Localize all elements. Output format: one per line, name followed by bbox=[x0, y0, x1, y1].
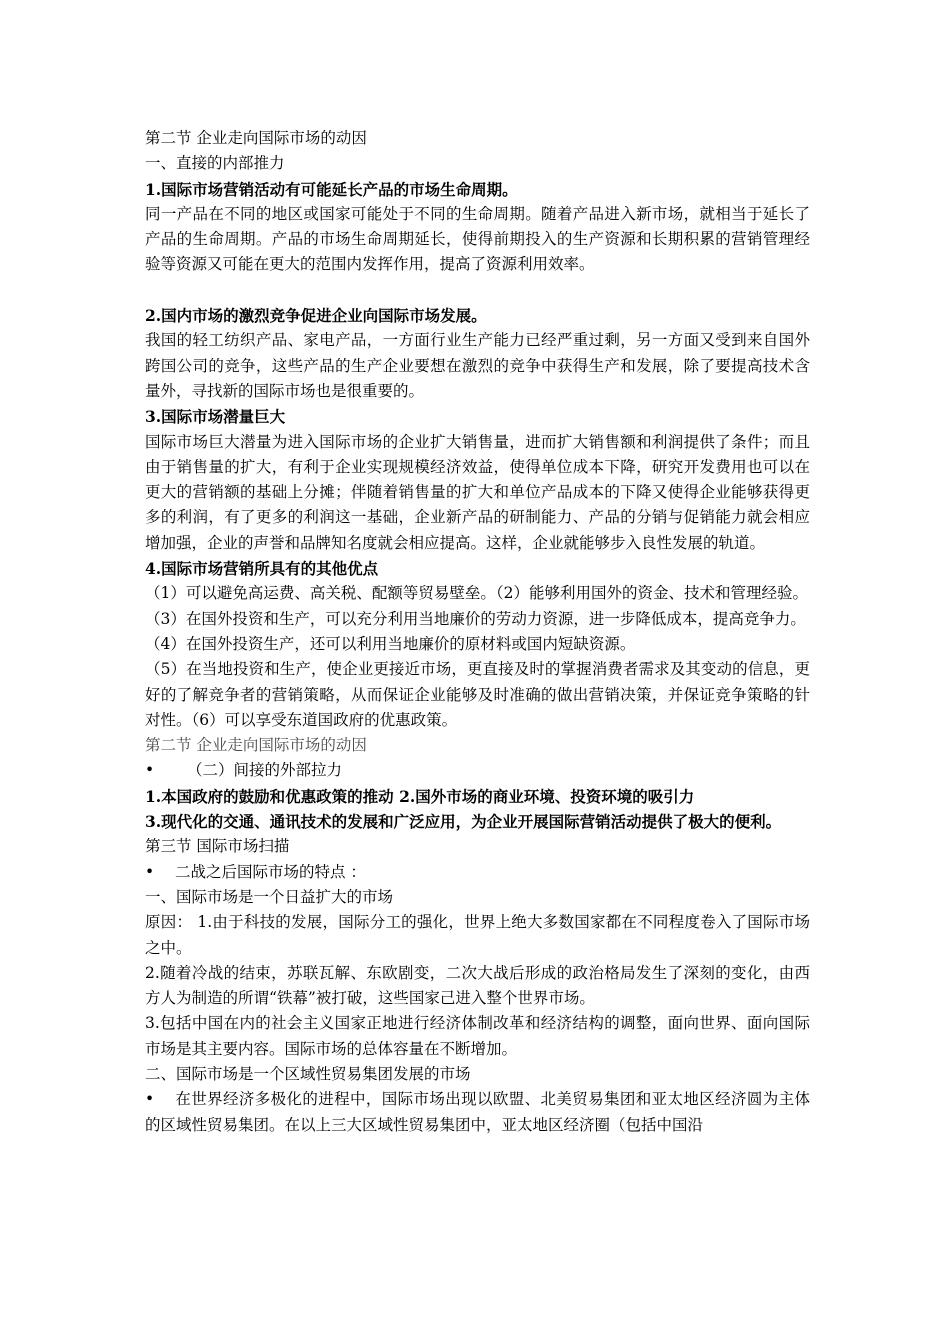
item-4-paragraph-4: （5）在当地投资和生产，使企业更接近市场，更直接及时的掌握消费者需求及其变动的信息，更好的了解竞争者的营销策略，从而保证企业能够及时准确的做出营销决策，并保证竞争策略的针对性。（6）可以享受东道国政府的优惠政策。 bbox=[145, 660, 810, 729]
heading-indirect-pull: （二）间接的外部拉力 bbox=[187, 761, 343, 780]
bullet-icon: • bbox=[145, 862, 155, 881]
bullet-icon: • bbox=[145, 761, 155, 780]
item-4-paragraph-3: （4）在国外投资生产，还可以利用当地廉价的原材料或国内短缺资源。 bbox=[145, 634, 636, 653]
item-2-body: 我国的轻工纺织产品、家电产品，一方面行业生产能力已经严重过剩，另一方面又受到来自国外跨国公司的竞争，这些产品的生产企业要想在激烈的竞争中获得生产和发展，除了要提高技术含量外，寻找新的国际市场也是很重要的。 bbox=[145, 331, 810, 400]
bullet-icon: • bbox=[145, 1090, 155, 1109]
blank-line bbox=[145, 278, 810, 303]
section-3-heading-2: 二、国际市场是一个区域性贸易集团发展的市场 bbox=[145, 1064, 471, 1083]
indirect-pull-line-1: 1.本国政府的鼓励和优惠政策的推动 2.国外市场的商业环境、投资环境的吸引力 bbox=[145, 786, 695, 806]
item-3-title: 3.国际市场潜量巨大 bbox=[145, 407, 286, 427]
section-title: 第二节 企业走向国际市场的动因 bbox=[145, 129, 367, 147]
item-4-title: 4.国际市场营销所具有的其他优点 bbox=[145, 559, 379, 579]
reason-1: 原因： 1.由于科技的发展，国际分工的强化，世界上绝大多数国家都在不同程度卷入了国际市场之中。 bbox=[145, 913, 810, 957]
section-3-heading-1: 一、国际市场是一个日益扩大的市场 bbox=[145, 887, 394, 906]
heading-direct-push: 一、直接的内部推力 bbox=[145, 154, 285, 173]
indirect-pull-line-2: 3.现代化的交通、通讯技术的发展和广泛应用，为企业开展国际营销活动提供了极大的便利。 bbox=[145, 812, 782, 832]
item-3-body: 国际市场巨大潜量为进入国际市场的企业扩大销售量，进而扩大销售额和利润提供了条件；而且由于销售量的扩大，有利于企业实现规模经济效益，使得单位成本下降，研究开发费用也可以在更大的营销额的基础上分摊；伴随着销售量的扩大和单位产品成本的下降又使得企业能够获得更多的利润，有了更多的利润这一基础，企业新产品的研制能力、产品的分销与促销能力就会相应增加强，企业的声誉和品牌知名度就会相应提高。这样，企业就能够步入良性发展的轨道。 bbox=[145, 432, 810, 552]
regional-blocs-paragraph bbox=[145, 1087, 810, 1138]
regional-blocs-text: 在世界经济多极化的进程中，国际市场出现以欧盟、北美贸易集团和亚太地区经济圆为主体的区域性贸易集团。在以上三大区域性贸易集团中，亚太地区经济圈（包括中国沿 bbox=[145, 1090, 810, 1134]
item-1-body: 同一产品在不同的地区或国家可能处于不同的生命周期。随着产品进入新市场，就相当于延长了产品的生命周期。产品的市场生命周期延长，使得前期投入的生产资源和长期积累的营销管理经验等资源又可能在更大的范围内发挥作用，提高了资源利用效率。 bbox=[145, 204, 810, 274]
item-4-paragraph-1: （1）可以避免高运费、高关税、配额等贸易壁垒。（2）能够利用国外的资金、技术和管理经验。 bbox=[145, 584, 808, 603]
item-2-title: 2.国内市场的激烈竞争促进企业向国际市场发展。 bbox=[145, 306, 487, 326]
postwar-heading: 二战之后国际市场的特点 ： bbox=[175, 862, 366, 881]
section-3-title: 第三节 国际市场扫描 bbox=[145, 837, 290, 856]
bullet-item-indirect-pull bbox=[145, 758, 810, 783]
reason-3: 3.包括中国在内的社会主义国家正地进行经济体制改革和经济结构的调整，面向世界、面向国际市场是其主要内容。国际市场的总体容量在不断增加。 bbox=[145, 1014, 810, 1058]
document-body bbox=[145, 126, 810, 1138]
reason-2: 2.随着冷战的结束，苏联瓦解、东欧剧变，二次大战后形成的政治格局发生了深刻的变化，由西方人为制造的所谓“铁幕”被打破，这些国家己进入整个世界市场。 bbox=[145, 963, 810, 1008]
item-4-paragraph-2: （3）在国外投资和生产，可以充分利用当地廉价的劳动力资源，进一步降低成本，提高竞争力。 bbox=[145, 609, 806, 628]
item-1-title: 1.国际市场营销活动有可能延长产品的市场生命周期。 bbox=[145, 179, 518, 199]
bullet-item-postwar bbox=[145, 860, 810, 885]
section-title-repeat: 第二节 企业走向国际市场的动因 bbox=[145, 736, 367, 755]
